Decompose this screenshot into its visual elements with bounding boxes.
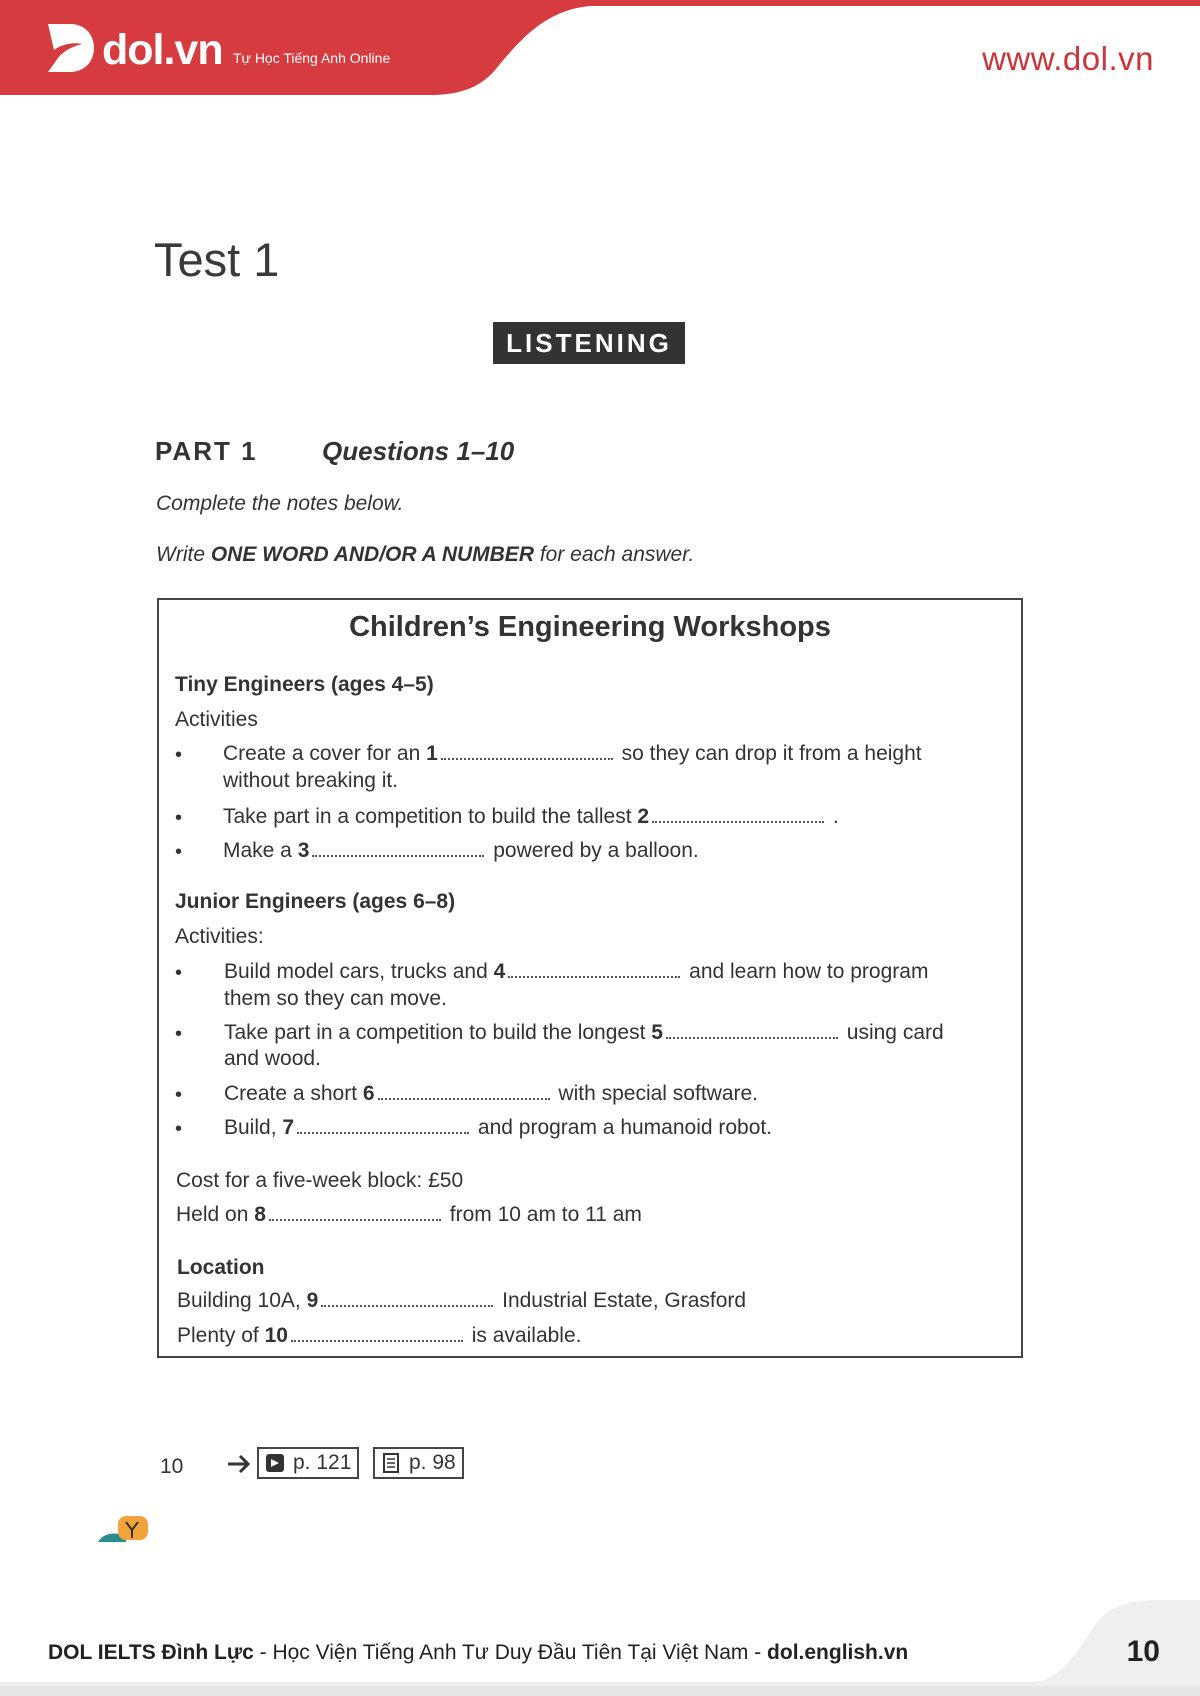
logo-text: dol.vn	[102, 26, 223, 74]
audio-ref-button[interactable]	[257, 1447, 359, 1479]
bullet-icon: •	[175, 1084, 183, 1106]
logo-tagline: Tự Học Tiếng Anh Online	[233, 50, 391, 66]
document-icon	[381, 1453, 401, 1473]
answer-key-ref-label: p. 98	[409, 1451, 456, 1474]
location-heading: Location	[177, 1256, 265, 1279]
answer-gap-10[interactable]	[291, 1326, 463, 1342]
question-3-line: Make a 3 powered by a balloon.	[223, 839, 699, 862]
audio-ref-label: p. 121	[293, 1451, 352, 1474]
question-9-line: Building 10A, 9 Industrial Estate, Grasford	[177, 1289, 747, 1312]
cost-line: Cost for a five-week block: £50	[176, 1169, 464, 1192]
bullet-icon: •	[175, 744, 183, 766]
question-1-line: Create a cover for an 1 so they can drop it from a height	[223, 742, 922, 765]
part-label: PART 1	[155, 436, 258, 466]
question-4-continuation: them so they can move.	[224, 987, 447, 1010]
question-4-line: Build model cars, trucks and 4 and learn how to program	[224, 960, 929, 983]
tiny-activities-label: Activities	[175, 708, 258, 731]
footer-text: DOL IELTS Đình Lực - Học Viện Tiếng Anh Tư Duy Đầu Tiên Tại Việt Nam - dol.english.vn	[48, 1641, 909, 1664]
site-url-link[interactable]: www.dol.vn	[982, 40, 1154, 77]
audio-script-icon	[265, 1453, 285, 1473]
bullet-icon: •	[175, 1023, 183, 1045]
question-5-continuation: and wood.	[224, 1047, 321, 1070]
arrow-right-icon	[226, 1452, 252, 1476]
tiny-engineers-heading: Tiny Engineers (ages 4–5)	[175, 673, 434, 696]
bullet-icon: •	[175, 807, 183, 829]
instruction-line-2: Write ONE WORD AND/OR A NUMBER for each answer.	[156, 543, 695, 566]
answer-gap-6[interactable]	[378, 1084, 550, 1100]
question-6-line: Create a short 6 with special software.	[224, 1082, 759, 1105]
question-5-line: Take part in a competition to build the longest 5 using card	[224, 1021, 944, 1044]
answer-gap-8[interactable]	[269, 1205, 441, 1221]
bullet-icon: •	[175, 1118, 183, 1140]
notes-title: Children’s Engineering Workshops	[349, 611, 831, 643]
part-questions: Questions 1–10	[322, 436, 515, 466]
question-10-line: Plenty of 10 is available.	[177, 1324, 582, 1347]
book-page-number: 10	[160, 1455, 184, 1478]
page-title: Test 1	[154, 233, 280, 286]
answer-key-ref-button[interactable]	[373, 1447, 464, 1479]
answer-gap-5[interactable]	[666, 1023, 838, 1039]
footer-page-number: 10	[1126, 1635, 1160, 1668]
question-2-line: Take part in a competition to build the tallest 2 .	[223, 805, 839, 828]
answer-gap-3[interactable]	[312, 841, 484, 857]
question-1-continuation: without breaking it.	[223, 769, 399, 792]
bullet-icon: •	[175, 962, 183, 984]
footer-site-link[interactable]: dol.english.vn	[767, 1641, 909, 1664]
section-badge: LISTENING	[493, 322, 685, 364]
answer-gap-4[interactable]	[508, 962, 680, 978]
answer-gap-2[interactable]	[652, 807, 824, 823]
decorative-sticker-icon	[96, 1512, 152, 1544]
instruction-line-1: Complete the notes below.	[156, 492, 404, 515]
answer-gap-7[interactable]	[297, 1118, 469, 1134]
junior-engineers-heading: Junior Engineers (ages 6–8)	[175, 890, 456, 913]
dol-logo-icon	[44, 22, 96, 74]
question-8-line: Held on 8 from 10 am to 11 am	[176, 1203, 642, 1226]
question-7-line: Build, 7 and program a humanoid robot.	[224, 1116, 773, 1139]
junior-activities-label: Activities:	[175, 925, 264, 948]
answer-gap-9[interactable]	[321, 1291, 493, 1307]
bullet-icon: •	[175, 841, 183, 863]
answer-gap-1[interactable]	[441, 744, 613, 760]
